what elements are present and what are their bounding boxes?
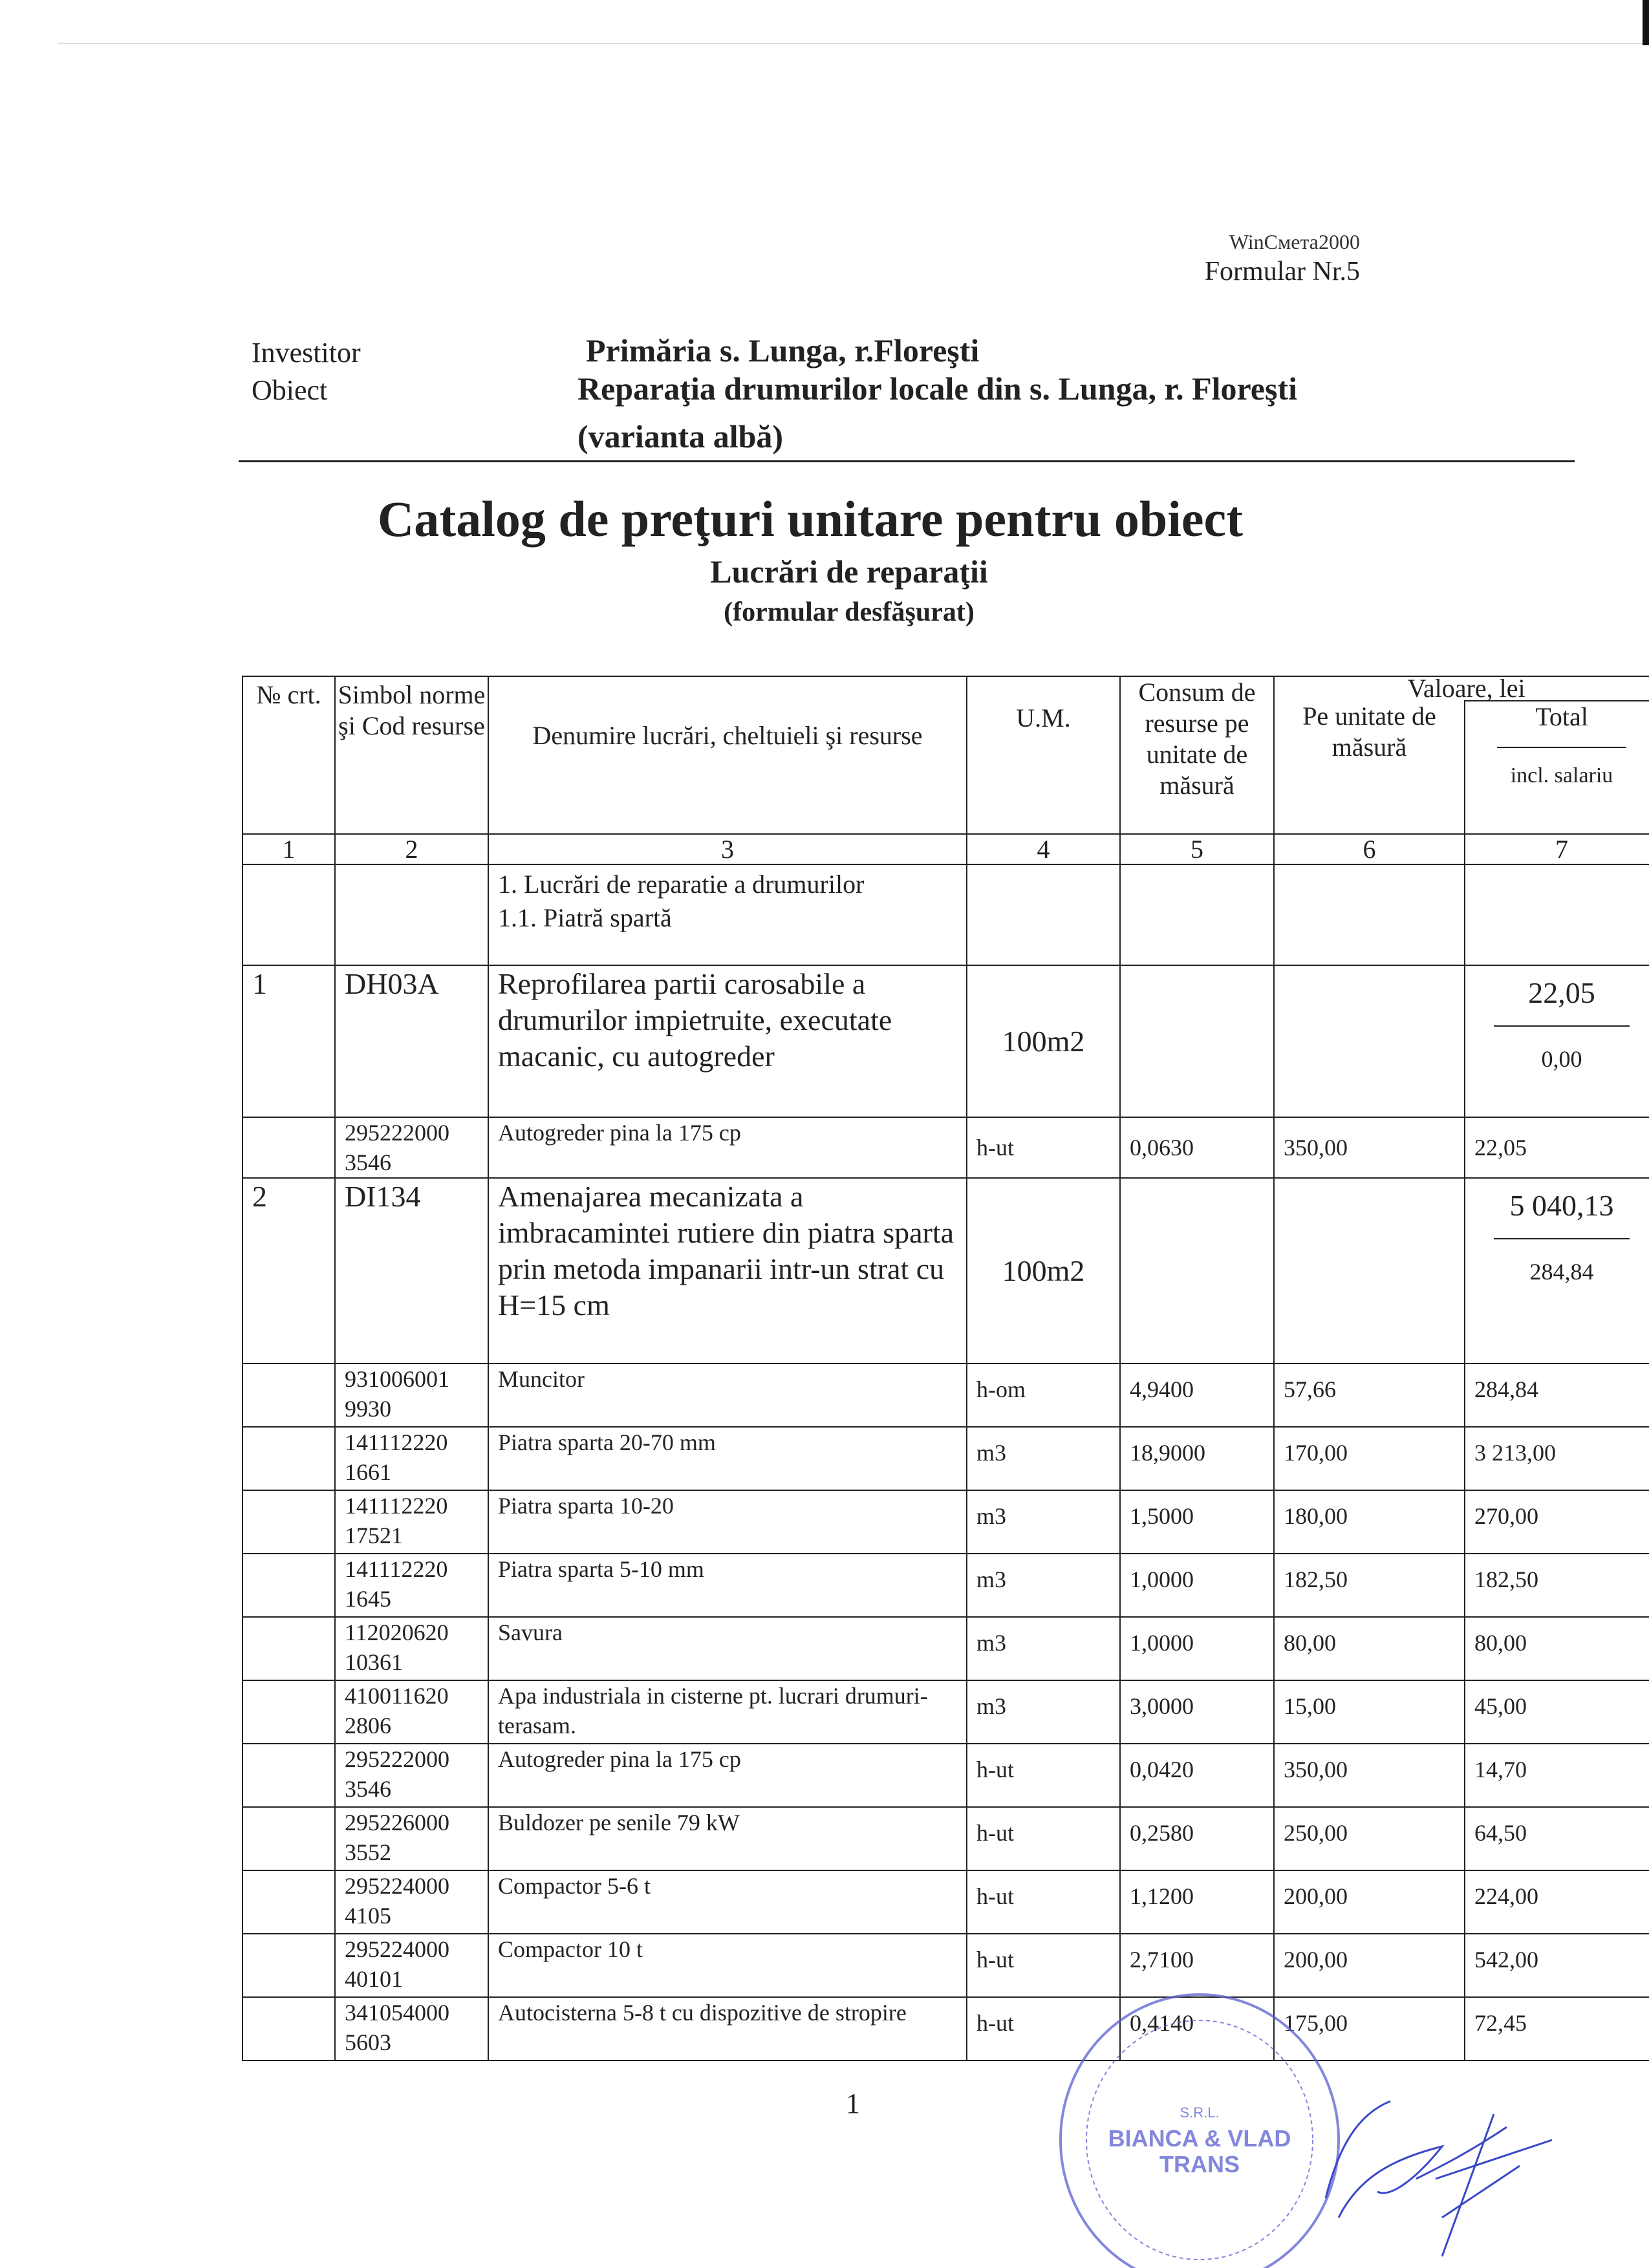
unit-price: [1274, 1178, 1465, 1364]
total-value: 72,45: [1465, 1997, 1649, 2060]
total-cell: [1465, 1178, 1649, 1364]
resource-name: Piatra sparta 5-10 mm: [488, 1554, 967, 1617]
total-value: 45,00: [1465, 1680, 1649, 1744]
resource-row: [242, 1117, 1649, 1178]
consumption: 0,0420: [1120, 1744, 1274, 1807]
work-item-row: [242, 1178, 1649, 1364]
resource-code: 141112220 1661: [335, 1427, 488, 1490]
svg-text:TRANS: TRANS: [1159, 2151, 1240, 2177]
unit-price: 350,00: [1274, 1117, 1465, 1178]
resource-name: Savura: [488, 1617, 967, 1680]
consumption: 2,7100: [1120, 1934, 1274, 1997]
page-subtitle: Lucrări de reparaţii: [710, 553, 988, 590]
svg-text:S.R.L.: S.R.L.: [1180, 2104, 1220, 2121]
resource-code: 410011620 2806: [335, 1680, 488, 1744]
total-value: 542,00: [1465, 1934, 1649, 1997]
form-number: Formular Nr.5: [1204, 257, 1360, 286]
resource-code: 295226000 3552: [335, 1807, 488, 1870]
row-number: [242, 1427, 335, 1490]
consumption: 0,0630: [1120, 1117, 1274, 1178]
page-note: (formular desfăşurat): [724, 597, 975, 627]
company-stamp-and-signature: [1054, 1985, 1584, 2268]
resource-name: Autogreder pina la 175 cp: [488, 1744, 967, 1807]
row-number: 1: [242, 965, 335, 1117]
scan-edge-line: [58, 43, 1649, 44]
resource-name: Autogreder pina la 175 cp: [488, 1117, 967, 1178]
unit-price: [1274, 965, 1465, 1117]
row-number: 2: [242, 1178, 335, 1364]
unit: h-ut: [967, 1870, 1120, 1934]
column-number-row: [242, 834, 1649, 864]
resource-name: Buldozer pe senile 79 kW: [488, 1807, 967, 1870]
resource-row: [242, 1364, 1649, 1427]
unit: h-ut: [967, 1807, 1120, 1870]
row-number: [242, 1680, 335, 1744]
consumption: 1,1200: [1120, 1870, 1274, 1934]
total-divider: [1494, 1025, 1630, 1027]
salary-value: 284,84: [1529, 1259, 1594, 1285]
total-value: 5 040,13: [1509, 1189, 1614, 1222]
norm-code: DH03A: [335, 965, 488, 1117]
column-number: 4: [967, 834, 1120, 864]
row-number: [242, 1554, 335, 1617]
row-number: [242, 1364, 335, 1427]
header-nr: № crt.: [242, 676, 335, 834]
resource-row: [242, 1680, 1649, 1744]
column-number: 3: [488, 834, 967, 864]
header-total-label: Total: [1535, 702, 1588, 731]
unit-price: 350,00: [1274, 1744, 1465, 1807]
resource-code: 112020620 10361: [335, 1617, 488, 1680]
section-title: [488, 864, 967, 965]
resource-code: 141112220 1645: [335, 1554, 488, 1617]
object-label: Obiect: [252, 374, 328, 406]
resource-row: [242, 1490, 1649, 1554]
unit: h-om: [967, 1364, 1120, 1427]
salary-value: 0,00: [1541, 1046, 1582, 1072]
resource-code: 295224000 40101: [335, 1934, 488, 1997]
subsection-heading: 1.1. Piatră spartă: [498, 903, 672, 932]
scan-edge-mark: [1643, 0, 1649, 45]
unit: m3: [967, 1680, 1120, 1744]
unit-price: 200,00: [1274, 1934, 1465, 1997]
header-salary-label: incl. salariu: [1510, 764, 1613, 787]
row-number: [242, 1807, 335, 1870]
consumption: 1,0000: [1120, 1617, 1274, 1680]
total-value: 284,84: [1465, 1364, 1649, 1427]
row-number: [242, 1744, 335, 1807]
resource-name: Compactor 5-6 t: [488, 1870, 967, 1934]
unit-price: 15,00: [1274, 1680, 1465, 1744]
consumption: 3,0000: [1120, 1680, 1274, 1744]
resource-code: 295222000 3546: [335, 1744, 488, 1807]
total-value: 182,50: [1465, 1554, 1649, 1617]
resource-name: Autocisterna 5-8 t cu dispozitive de stropire: [488, 1997, 967, 2060]
total-value: 270,00: [1465, 1490, 1649, 1554]
header-um: U.M.: [967, 676, 1120, 834]
total-value: 80,00: [1465, 1617, 1649, 1680]
row-number: [242, 1934, 335, 1997]
unit: 100m2: [967, 1178, 1120, 1364]
unit: h-ut: [967, 1117, 1120, 1178]
page-title: Catalog de preţuri unitare pentru obiect: [377, 491, 1244, 547]
total-value: 3 213,00: [1465, 1427, 1649, 1490]
resource-name: Compactor 10 t: [488, 1934, 967, 1997]
resource-row: [242, 1427, 1649, 1490]
consumption: 0,2580: [1120, 1807, 1274, 1870]
resource-name: Piatra sparta 20-70 mm: [488, 1427, 967, 1490]
row-number: [242, 1490, 335, 1554]
total-value: 14,70: [1465, 1744, 1649, 1807]
resource-code: 295222000 3546: [335, 1117, 488, 1178]
total-cell: [1465, 965, 1649, 1117]
resource-code: 141112220 17521: [335, 1490, 488, 1554]
header-total: [1465, 701, 1649, 834]
consumption: 18,9000: [1120, 1427, 1274, 1490]
consumption: 1,0000: [1120, 1554, 1274, 1617]
header-pret: Pe unitate de măsură: [1274, 701, 1465, 834]
object-variant: (varianta albă): [577, 418, 784, 455]
unit: 100m2: [967, 965, 1120, 1117]
unit-price: 250,00: [1274, 1807, 1465, 1870]
resource-name: Apa industriala in cisterne pt. lucrari drumuri-terasam.: [488, 1680, 967, 1744]
total-value: 22,05: [1465, 1117, 1649, 1178]
consumption: 4,9400: [1120, 1364, 1274, 1427]
unit: m3: [967, 1427, 1120, 1490]
row-number: [242, 1870, 335, 1934]
header-total-divider: [1497, 747, 1626, 748]
object-value: Reparaţia drumurilor locale din s. Lunga, r. Floreşti: [577, 370, 1297, 407]
unit-price: 200,00: [1274, 1870, 1465, 1934]
unit: h-ut: [967, 1744, 1120, 1807]
page-number: 1: [846, 2088, 860, 2119]
header-divider: [239, 460, 1575, 462]
unit-price: 170,00: [1274, 1427, 1465, 1490]
unit: h-ut: [967, 1997, 1120, 2060]
unit-price: 80,00: [1274, 1617, 1465, 1680]
column-number: 5: [1120, 834, 1274, 864]
total-value: 64,50: [1465, 1807, 1649, 1870]
header-consum: Consum de resurse pe unitate de măsură: [1120, 676, 1274, 834]
work-description: Amenajarea mecanizata a imbracamintei rutiere din piatra sparta prin metoda impanarii intr-un strat cu H=15 cm: [488, 1178, 967, 1364]
column-number: 1: [242, 834, 335, 864]
norm-code: DI134: [335, 1178, 488, 1364]
investor-value: Primăria s. Lunga, r.Floreşti: [586, 332, 980, 369]
work-item-row: [242, 965, 1649, 1117]
unit: h-ut: [967, 1934, 1120, 1997]
resource-row: [242, 1554, 1649, 1617]
unit-price: 180,00: [1274, 1490, 1465, 1554]
unit: m3: [967, 1554, 1120, 1617]
resource-code: 295224000 4105: [335, 1870, 488, 1934]
resource-row: [242, 1744, 1649, 1807]
resource-name: Piatra sparta 10-20: [488, 1490, 967, 1554]
consumption: [1120, 965, 1274, 1117]
unit-price: 57,66: [1274, 1364, 1465, 1427]
section-heading: 1. Lucrări de reparatie a drumurilor: [498, 870, 865, 899]
svg-text:BIANCA & VLAD: BIANCA & VLAD: [1108, 2125, 1291, 2152]
consumption: 1,5000: [1120, 1490, 1274, 1554]
column-number: 6: [1274, 834, 1465, 864]
stamp-icon: [1061, 1995, 1339, 2268]
resource-code: 931006001 9930: [335, 1364, 488, 1427]
row-number: [242, 1997, 335, 2060]
total-divider: [1494, 1238, 1630, 1239]
resource-row: [242, 1870, 1649, 1934]
resource-name: Muncitor: [488, 1364, 967, 1427]
investor-label: Investitor: [252, 337, 361, 369]
unit-price: 175,00: [1274, 1997, 1465, 2060]
column-number: 7: [1465, 834, 1649, 864]
resource-row: [242, 1807, 1649, 1870]
header-name: Denumire lucrări, cheltuieli şi resurse: [488, 676, 967, 834]
header-code: Simbol norme şi Cod resurse: [335, 676, 488, 834]
row-number: [242, 1617, 335, 1680]
signature-icon: [1326, 2101, 1552, 2256]
unit-price: 182,50: [1274, 1554, 1465, 1617]
consumption: 0,4140: [1120, 1997, 1274, 2060]
total-value: 22,05: [1528, 976, 1595, 1009]
software-label: WinCмета2000: [1229, 230, 1360, 253]
total-value: 224,00: [1465, 1870, 1649, 1934]
unit: m3: [967, 1490, 1120, 1554]
price-catalog-table: [242, 676, 1649, 2061]
consumption: [1120, 1178, 1274, 1364]
section-row: [242, 864, 1649, 965]
column-number: 2: [335, 834, 488, 864]
work-description: Reprofilarea partii carosabile a drumurilor impietruite, executate macanic, cu autogreder: [488, 965, 967, 1117]
row-number: [242, 1117, 335, 1178]
resource-row: [242, 1617, 1649, 1680]
unit: m3: [967, 1617, 1120, 1680]
header-valoare: Valoare, lei: [1274, 676, 1649, 701]
resource-code: 341054000 5603: [335, 1997, 488, 2060]
